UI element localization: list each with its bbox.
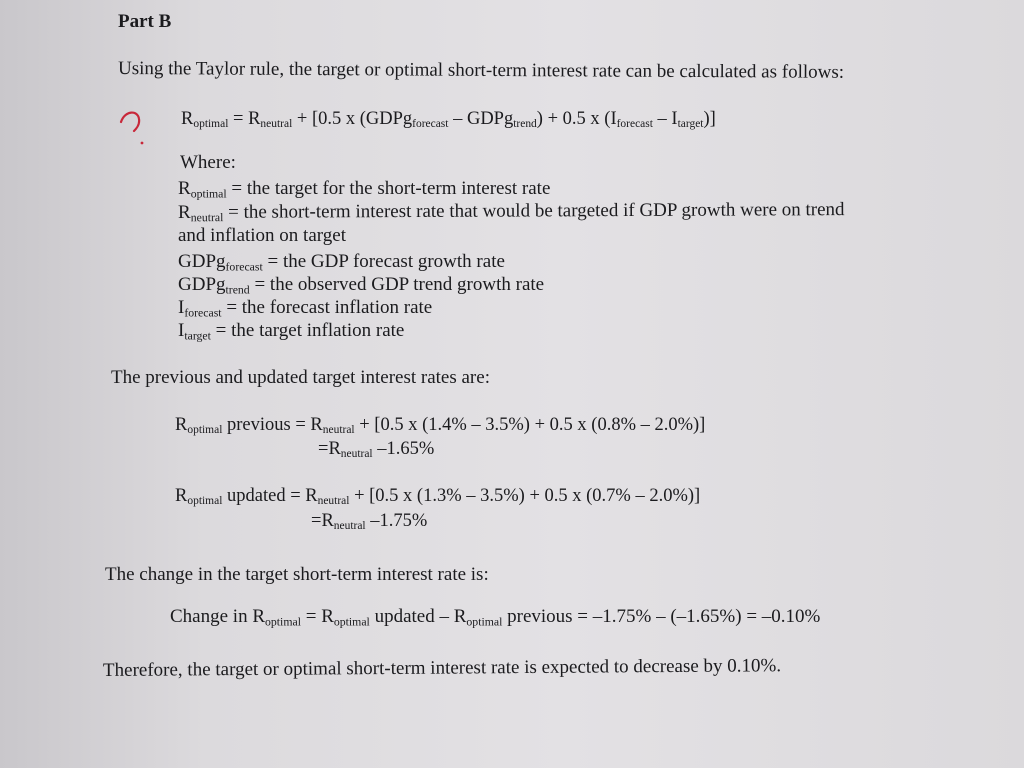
intro-text: Using the Taylor rule, the target or optimal short-term interest rate can be calculated as follows:: [117, 58, 845, 83]
definition-r-neutral: $R_{neutral}$ = the short-term interest rate that would be targeted if GDP growth were on trend: [177, 199, 845, 225]
definition-r-optimal: $R_{optimal}$ = the target for the short-term interest rate: [178, 178, 551, 201]
definition-r-neutral-cont: and inflation on target: [178, 225, 346, 246]
definition-gdpg-trend: GDPg$_{trend}$ = the observed GDP trend growth rate: [178, 274, 545, 297]
change-intro-text: The change in the target short-term interest rate is:: [105, 564, 489, 585]
definition-gdpg-forecast: GDPg$_{forecast}$ = the GDP forecast growth rate: [178, 251, 505, 274]
updated-rate-result: $=R_{neutral}$ –1.75%: [311, 511, 428, 533]
previous-rate-result: $=R_{neutral}$ –1.65%: [318, 439, 435, 461]
previous-rate-equation: $R_{optimal}$ previous = $R_{neutral} + [0.5$ x (1.4% – 3.5%) + 0.5 x (0.8% – 2.0%)]: [175, 415, 706, 437]
conclusion-text: Therefore, the target or optimal short-term interest rate is expected to decrease by 0.10%.: [102, 655, 782, 681]
rates-intro-text: The previous and updated target interest rates are:: [111, 367, 490, 388]
definition-i-target: $I_{target}$ = the target inflation rate: [178, 320, 405, 343]
definition-i-forecast: $I_{forecast}$ = the forecast inflation rate: [178, 297, 433, 320]
taylor-rule-formula: $R_{optimal} = R_{neutral} + [0.5$ x (GDPg$_{forecast}$ – GDPg$_{trend}$) + 0.5 x $(I_{forecast} - I_{target})$]: [181, 109, 716, 131]
change-equation: Change in $R_{optimal} = R_{optimal}$ updated – $R_{optimal}$ previous = –1.75% – (–1.65%) = –0.10%: [170, 606, 821, 629]
where-title: Where:: [180, 152, 236, 173]
updated-rate-equation: $R_{optimal}$ updated = $R_{neutral} + [0.5$ x (1.3% – 3.5%) + 0.5 x (0.7% – 2.0%)]: [175, 486, 701, 508]
section-heading: Part B: [118, 11, 172, 32]
red-pen-mark-icon: [116, 106, 150, 150]
